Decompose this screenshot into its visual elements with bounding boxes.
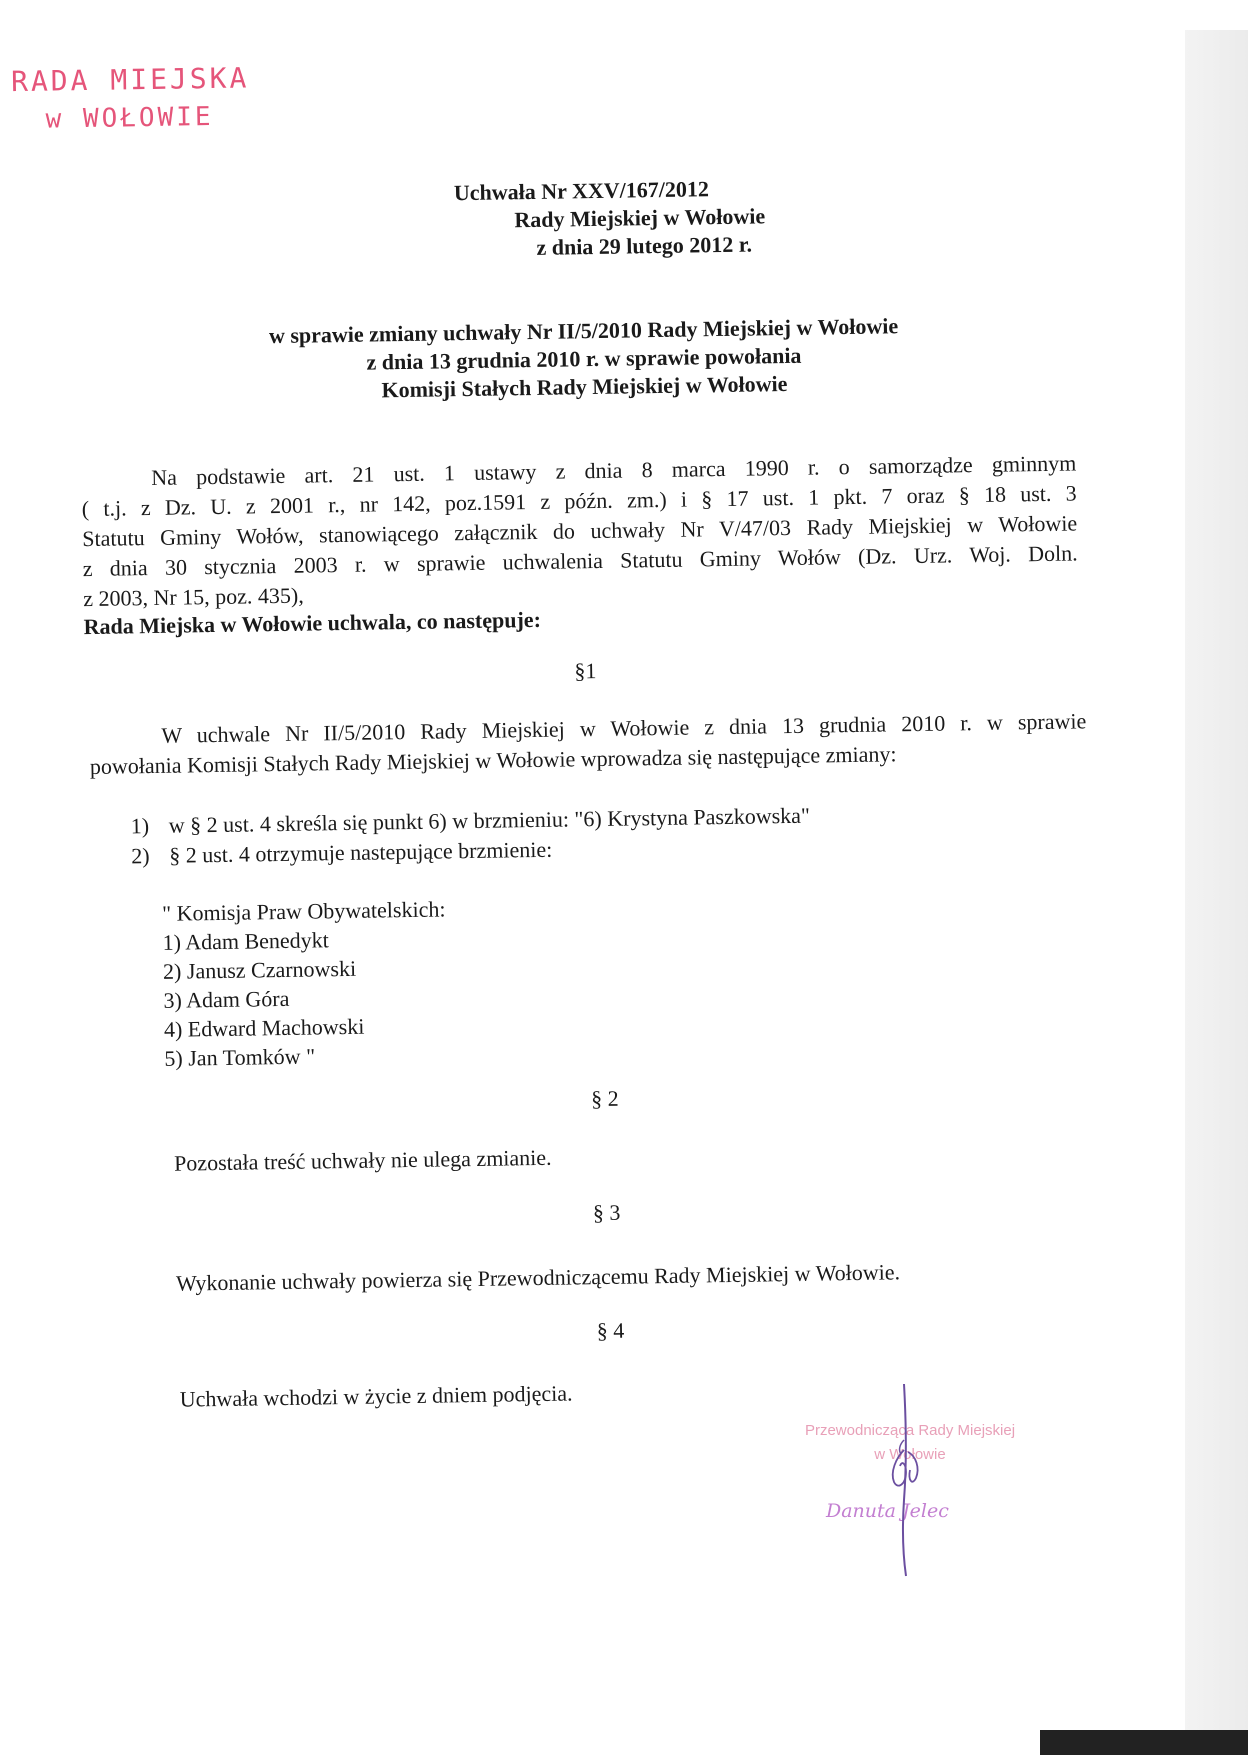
council-stamp-line1: RADA MIEJSKA (10, 61, 250, 99)
committee-member-1: 1) Adam Benedykt (162, 927, 329, 955)
list-item-2-text: § 2 ust. 4 otrzymuje nastepujące brzmienie: (169, 836, 553, 868)
resolution-number: Uchwała Nr XXV/167/2012 (453, 176, 710, 206)
committee-member-3: 3) Adam Góra (163, 985, 290, 1013)
section-1-intro-line2: powołania Komisji Stałych Rady Miejskiej w Wołowie wprowadza się następujące zmiany: (89, 741, 897, 779)
committee-member-5: 5) Jan Tomków " (164, 1043, 316, 1071)
section-2-text: Pozostała treść uchwały nie ulega zmianie. (173, 1144, 552, 1176)
section-2-heading: § 2 (590, 1085, 619, 1112)
resolution-date: z dnia 29 lutego 2012 r. (536, 231, 753, 260)
section-3-heading: § 3 (592, 1199, 621, 1226)
committee-member-4: 4) Edward Machowski (163, 1013, 365, 1042)
section-4-heading: § 4 (596, 1317, 625, 1344)
handwritten-signature (860, 1380, 940, 1580)
chairperson-stamp-line1: Przewodnicząca Rady Miejskiej (804, 1422, 1016, 1439)
council-stamp-line2: w WOŁOWIE (45, 101, 214, 135)
preamble-line2: ( t.j. z Dz. U. z 2001 r., nr 142, poz.1591 z późn. zm.) i § 17 ust. 1 pkt. 7 oraz § 18 ust. 3 (81, 480, 1077, 522)
list-item-1-number: 1) (130, 813, 150, 839)
preamble-line3: Statutu Gminy Wołów, stanowiącego załącznik do uchwały Nr V/47/03 Rady Miejskiej w Wołowie (82, 510, 1078, 552)
chairperson-stamp-line2: w Wołowie (874, 1446, 946, 1463)
list-item-1-text: w § 2 ust. 4 skreśla się punkt 6) w brzmieniu: "6) Krystyna Paszkowska" (168, 802, 811, 838)
committee-member-2: 2) Janusz Czarnowski (162, 955, 357, 984)
resolution-council: Rady Miejskiej w Wołowie (514, 203, 766, 233)
section-4-text: Uchwała wchodzi w życie z dniem podjęcia. (179, 1380, 573, 1412)
enacting-clause: Rada Miejska w Wołowie uchwala, co następuje: (83, 606, 542, 640)
chairperson-name-stamp: Danuta Jelec (826, 1500, 949, 1522)
section-3-text: Wykonanie uchwały powierza się Przewodniczącemu Rady Miejskiej w Wołowie. (175, 1259, 901, 1296)
subject-line3: Komisji Stałych Rady Miejskiej w Wołowie (381, 370, 788, 403)
subject-line1: w sprawie zmiany uchwały Nr II/5/2010 Rady Miejskiej w Wołowie (268, 313, 899, 349)
section-1-intro-line1: W uchwale Nr II/5/2010 Rady Miejskiej w Wołowie z dnia 13 grudnia 2010 r. w sprawie (161, 708, 1087, 748)
list-item-2-number: 2) (131, 843, 150, 869)
committee-name: " Komisja Praw Obywatelskich: (161, 896, 446, 926)
preamble-line4: z dnia 30 stycznia 2003 r. w sprawie uchwalenia Statutu Gminy Wołów (Dz. Urz. Woj. Doln. (82, 540, 1078, 582)
preamble-line5: z 2003, Nr 15, poz. 435), (83, 582, 304, 612)
preamble-line1: Na podstawie art. 21 ust. 1 ustawy z dnia 8 marca 1990 r. o samorządze gminnym (151, 450, 1077, 490)
subject-line2: z dnia 13 grudnia 2010 r. w sprawie powołania (366, 342, 802, 375)
council-stamp (11, 59, 250, 139)
section-1-heading: §1 (574, 658, 597, 684)
